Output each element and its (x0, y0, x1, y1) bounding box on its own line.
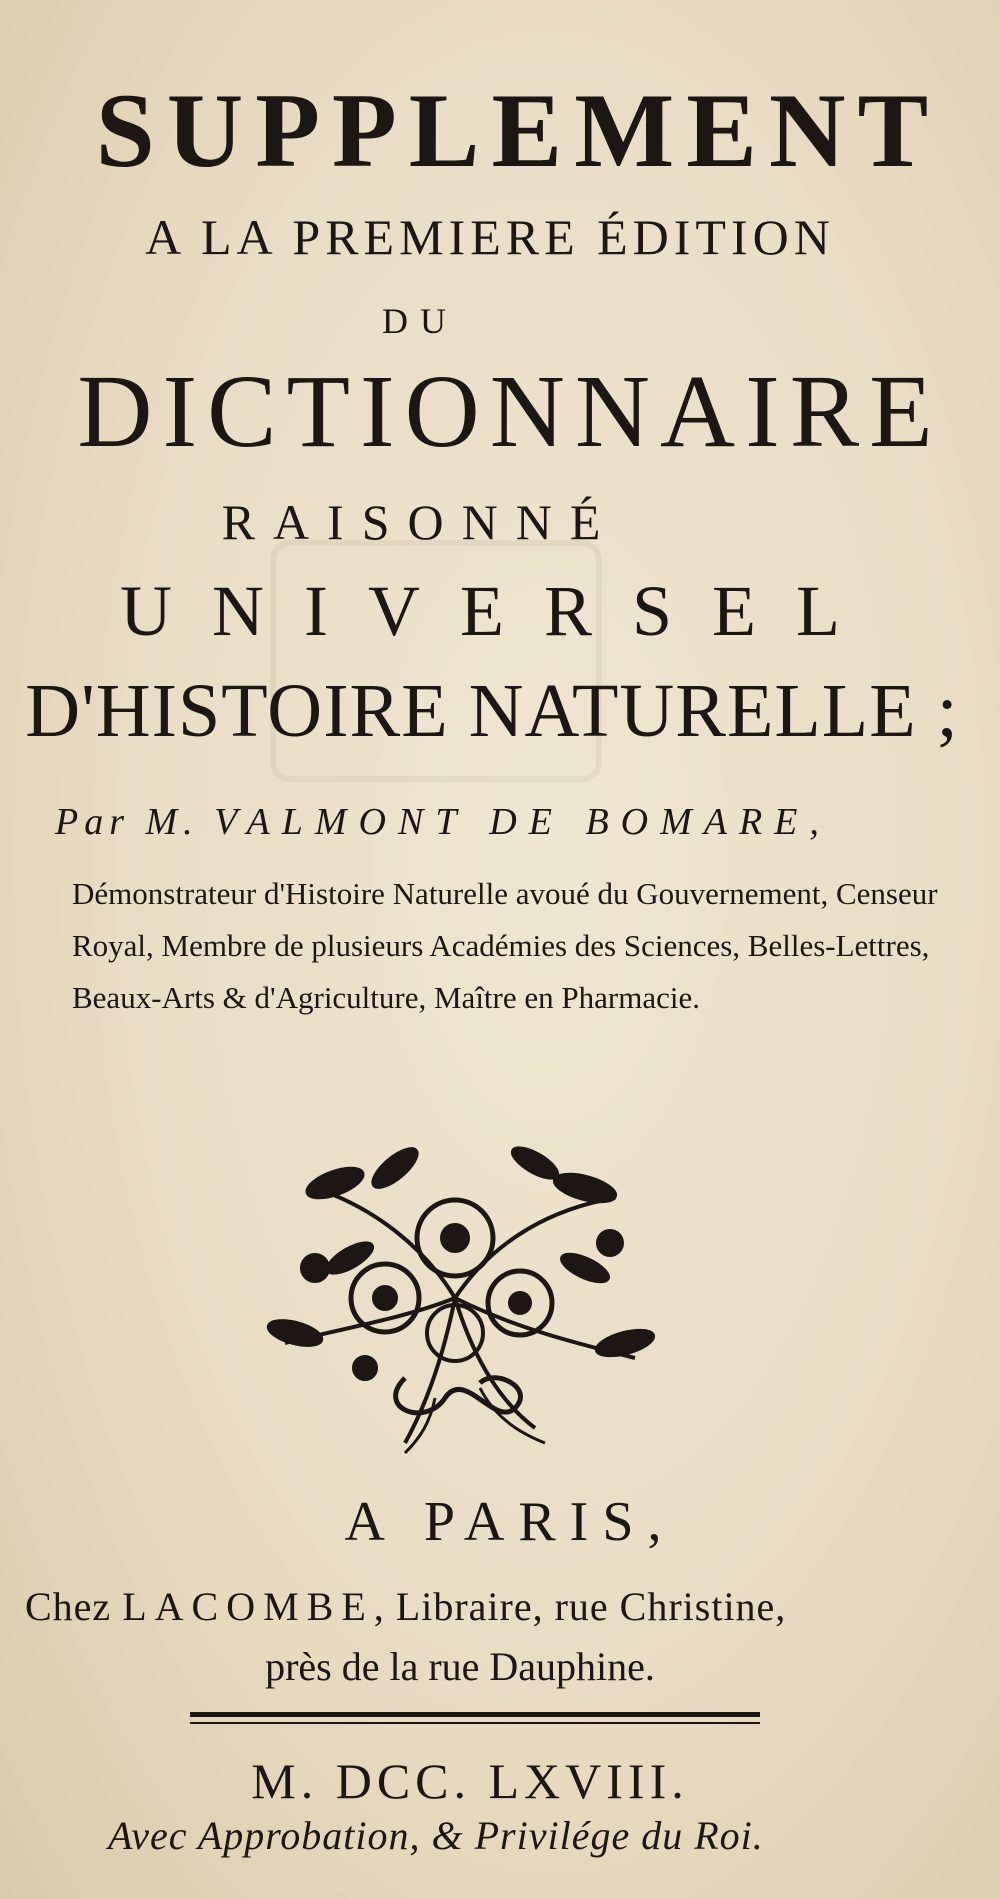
author-prefix: Par M. (55, 801, 199, 843)
author-line (55, 800, 831, 844)
double-rule-bottom (190, 1722, 760, 1724)
title-du: DU (382, 301, 458, 341)
title-histoire-naturelle: D'HISTOIRE NATURELLE ; (25, 669, 959, 753)
imprint-publisher (25, 1583, 985, 1630)
imprint-date: M. DCC. LXVIII. (251, 1753, 689, 1809)
floral-bouquet-ornament-icon (255, 1128, 675, 1458)
publisher-address: , Libraire, rue Christine, (373, 1584, 787, 1629)
publisher-prefix: Chez (25, 1584, 112, 1629)
title-universel: UNIVERSEL (120, 571, 880, 651)
title-premiere-edition: A LA PREMIERE ÉDITION (145, 209, 835, 265)
imprint-address-line2: près de la rue Dauphine. (265, 1644, 655, 1689)
title-dictionnaire: DICTIONNAIRE (77, 354, 943, 469)
imprint-approbation: Avec Approbation, & Privilége du Roi. (108, 1813, 764, 1858)
title-supplement: SUPPLEMENT (95, 72, 941, 189)
author-name: VALMONT DE BOMARE, (214, 801, 831, 843)
author-credentials: Démonstrateur d'Histoire Naturelle avoué du Gouvernement, Censeur Royal, Membre de plusieurs Académies des Sciences, Belles-Lettres, Beaux-Arts & d'Agriculture, Maître en Pharmacie. (72, 876, 938, 1015)
double-rule-top (190, 1712, 760, 1717)
publisher-name: LACOMBE (122, 1584, 374, 1629)
title-raisonne: RAISONNÉ (221, 494, 619, 550)
imprint-place: A PARIS, (344, 1491, 676, 1553)
